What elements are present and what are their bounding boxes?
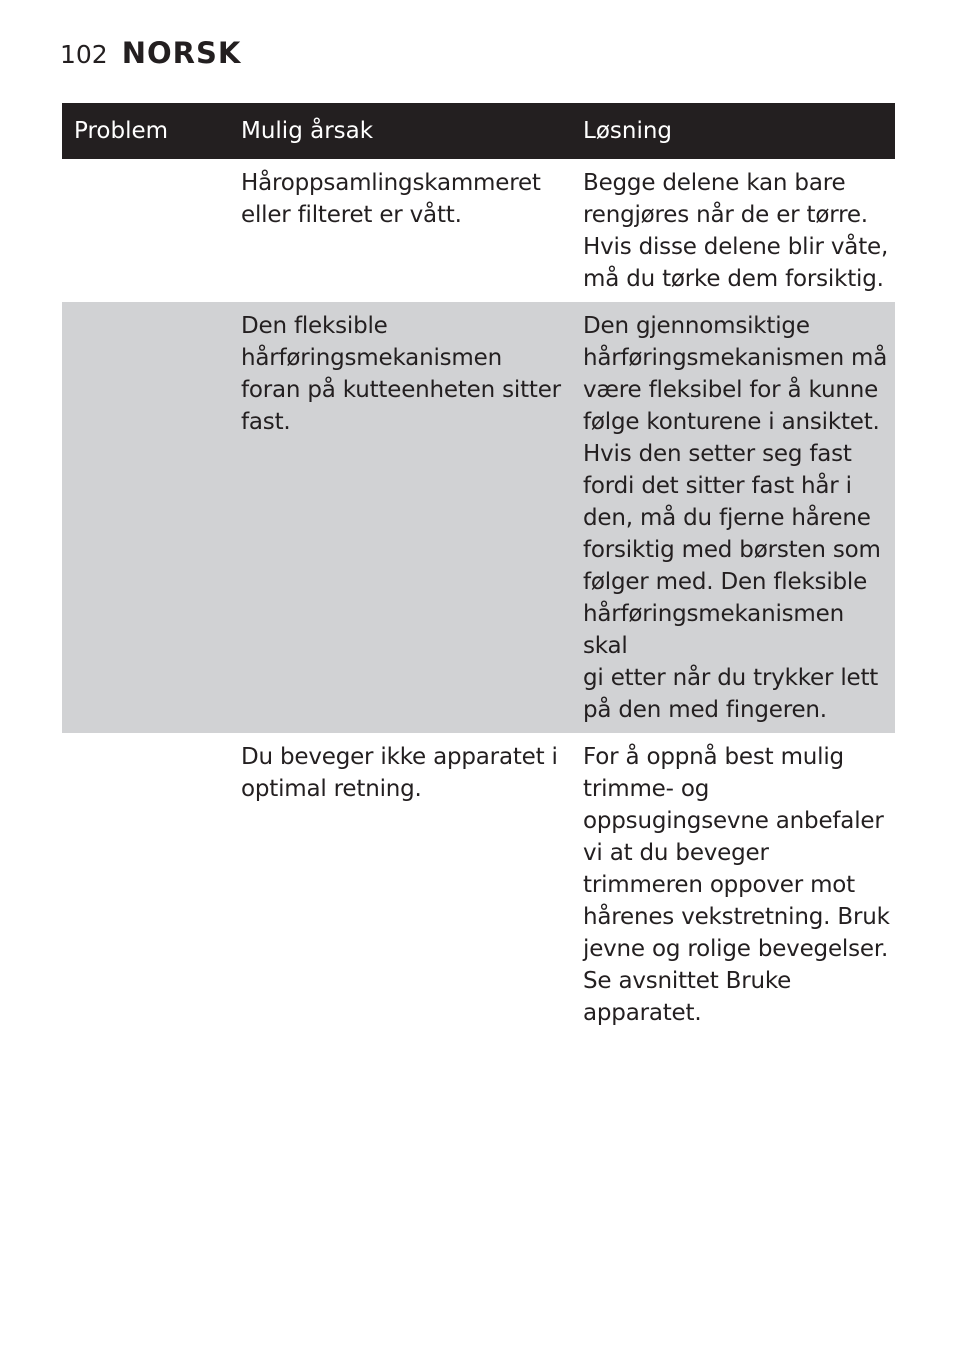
- cause-cell: Håroppsamlingskammeret eller filteret er vått.: [241, 170, 541, 228]
- column-header-problem: Problem: [62, 103, 229, 159]
- cause-cell: Du beveger ikke apparatet i optimal retning.: [241, 744, 558, 802]
- column-header-cause: Mulig årsak: [229, 103, 572, 159]
- table-row: [62, 733, 895, 1036]
- solution-cell: For å oppnå best mulig trimme- og oppsugingsevne anbefaler vi at du beveger trimmeren oppover mot hårenes vekstretning. Bruk jevne og rolige bevegelser. Se avsnittet Bruke apparatet.: [583, 744, 890, 1026]
- solution-cell: Den gjennomsiktige hårføringsmekanismen må være fleksibel for å kunne følge konturene i ansiktet. Hvis den setter seg fast fordi det sitter fast hår i den, må du fjerne hårene forsiktig med børsten som følger med. Den fleksible hårføringsmekanismen skal gi etter når du trykker lett på den med fingeren.: [572, 302, 895, 733]
- page-number: 102: [60, 40, 108, 69]
- problem-cell: [62, 159, 229, 302]
- problem-cell: [62, 733, 229, 1036]
- table-header-row: [62, 103, 895, 159]
- cause-cell: Den fleksible hårføringsmekanismen foran på kutteenheten sitter fast.: [229, 302, 572, 733]
- table-row: [62, 159, 895, 302]
- page-header: [60, 36, 241, 70]
- section-title: NORSK: [121, 36, 242, 70]
- problem-cell: [62, 302, 229, 733]
- table-row: [62, 302, 895, 733]
- solution-cell: Begge delene kan bare rengjøres når de er tørre. Hvis disse delene blir våte, må du tørke dem forsiktig.: [583, 170, 889, 292]
- troubleshooting-table: [62, 103, 895, 1036]
- column-header-solution: Løsning: [572, 103, 895, 159]
